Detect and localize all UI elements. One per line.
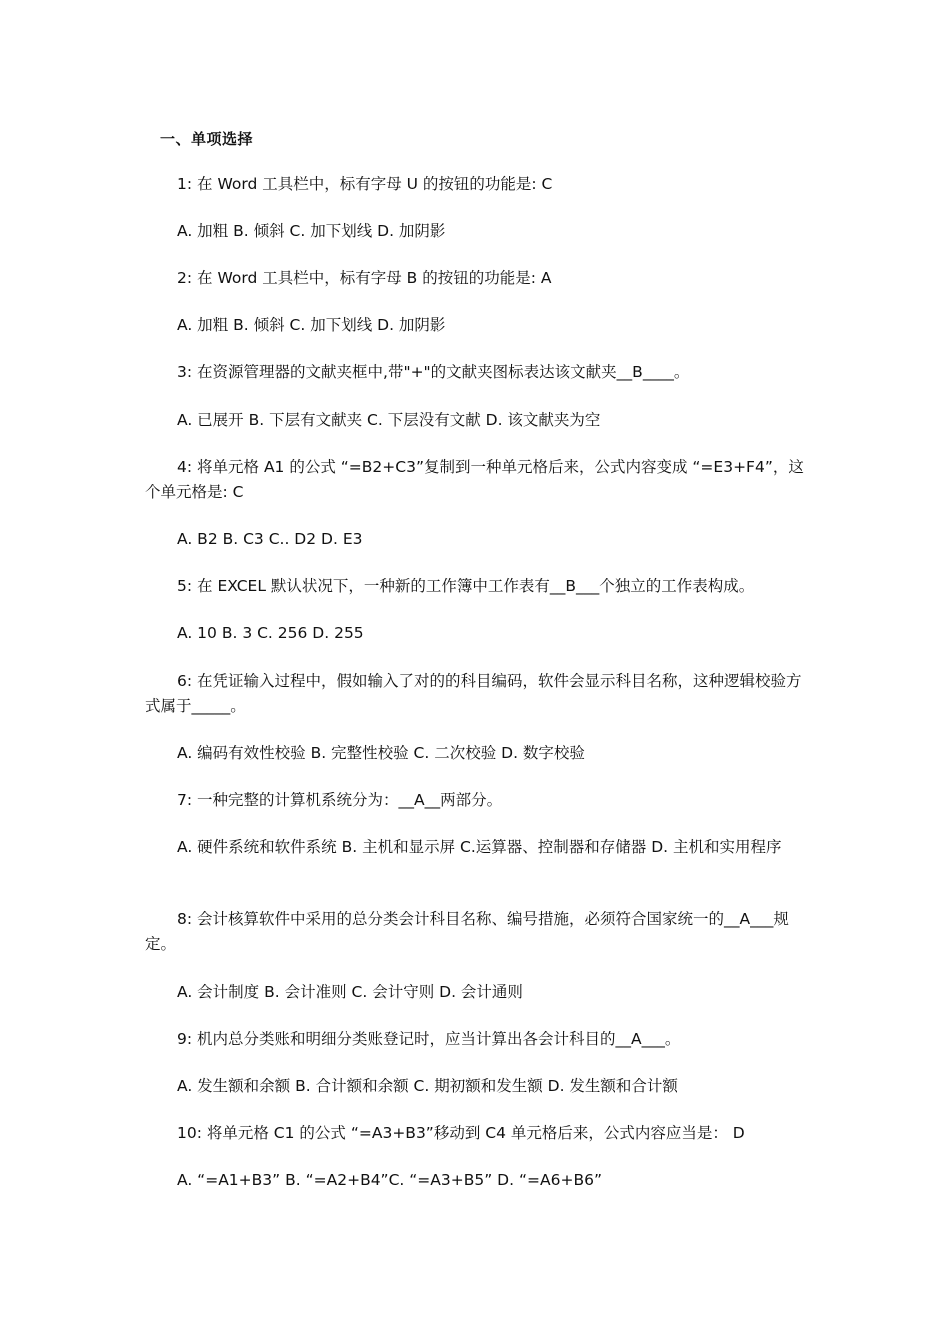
options-2: A. 加粗 B. 倾斜 C. 加下划线 D. 加阴影: [177, 316, 446, 334]
options-3: A. 已展开 B. 下层有文献夹 C. 下层没有文献 D. 该文献夹为空: [177, 411, 601, 429]
options-6: A. 编码有效性校验 B. 完整性校验 C. 二次校验 D. 数字校验: [177, 744, 585, 762]
question-3: 3: 在资源管理器的文献夹框中,带"+"的文献夹图标表达该文献夹__B____。: [177, 363, 690, 381]
question-10: 10: 将单元格 C1 的公式 “=A3+B3”移动到 C4 单元格后来，公式内容应当是： D: [177, 1124, 745, 1142]
options-10: A. “=A1+B3” B. “=A2+B4”C. “=A3+B5” D. “=A6+B6”: [177, 1171, 602, 1189]
options-4: A. B2 B. C3 C.. D2 D. E3: [177, 530, 363, 548]
options-1: A. 加粗 B. 倾斜 C. 加下划线 D. 加阴影: [177, 222, 446, 240]
question-6: 6: 在凭证输入过程中，假如输入了对的的科目编码，软件会显示科目名称，这种逻辑校验方式属于_____。: [145, 672, 802, 715]
question-5: 5: 在 EXCEL 默认状况下，一种新的工作簿中工作表有__B___个独立的工作表构成。: [177, 577, 755, 595]
question-7: 7: 一种完整的计算机系统分为：__A__两部分。: [177, 791, 503, 809]
question-1: 1: 在 Word 工具栏中，标有字母 U 的按钮的功能是: C: [177, 175, 553, 193]
options-9: A. 发生额和余额 B. 合计额和余额 C. 期初额和发生额 D. 发生额和合计额: [177, 1077, 678, 1095]
question-4: 4: 将单元格 A1 的公式 “=B2+C3”复制到一种单元格后来，公式内容变成 “=E3+F4”，这个单元格是: C: [145, 458, 804, 501]
options-8: A. 会计制度 B. 会计准则 C. 会计守则 D. 会计通则: [177, 983, 523, 1001]
question-8: 8: 会计核算软件中采用的总分类会计科目名称、编号措施，必须符合国家统一的__A___规定。: [145, 910, 789, 953]
section-title: 一、单项选择: [160, 130, 254, 148]
question-2: 2: 在 Word 工具栏中，标有字母 B 的按钮的功能是: A: [177, 269, 552, 287]
question-9: 9: 机内总分类账和明细分类账登记时，应当计算出各会计科目的__A___。: [177, 1030, 681, 1048]
options-7: A. 硬件系统和软件系统 B. 主机和显示屏 C.运算器、控制器和存储器 D. 主机和实用程序: [177, 838, 782, 856]
options-5: A. 10 B. 3 C. 256 D. 255: [177, 624, 364, 642]
